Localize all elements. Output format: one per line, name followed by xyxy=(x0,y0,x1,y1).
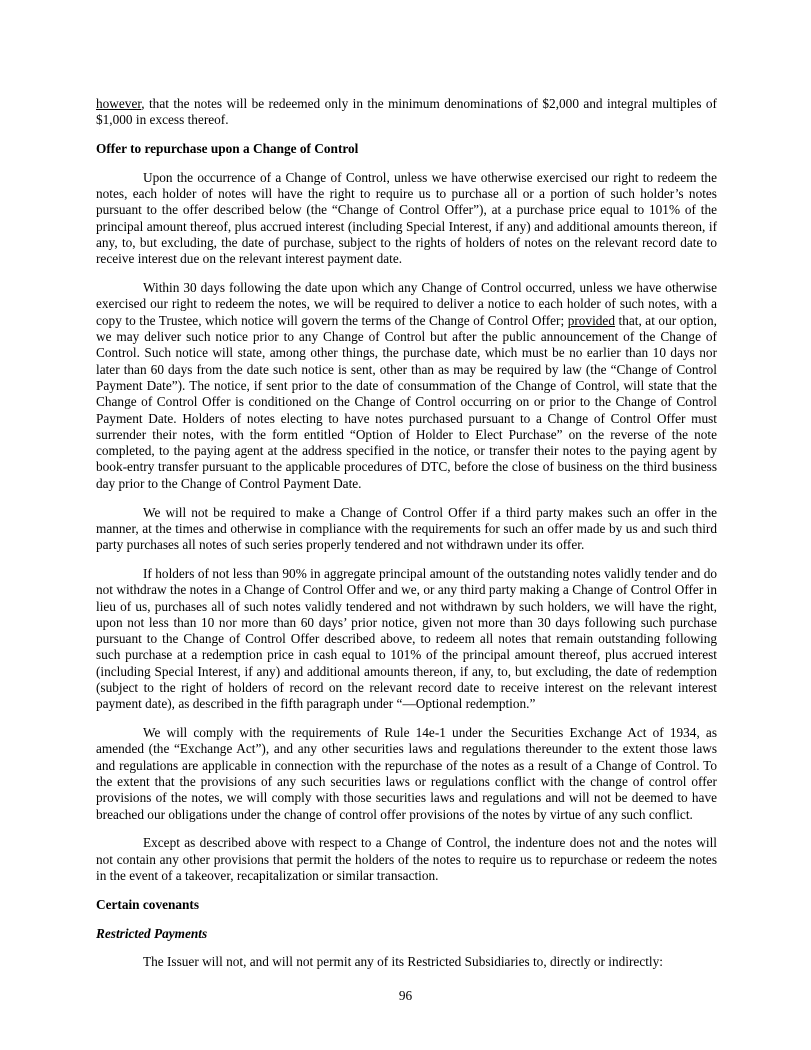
paragraph-except-as-described: Except as described above with respect to a Change of Control, the indenture does not and the notes will not contain any other provisions that permit the holders of the notes to require us to repurchase or redeem the notes in the event of a takeover, recapitalization or similar transaction. xyxy=(96,835,717,883)
paragraph-not-required: We will not be required to make a Change of Control Offer if a third party makes such an offer in the manner, at the times and otherwise in compliance with the requirements for such an offer made by us and such third party purchases all notes of such series properly tendered and not withdrawn under its offer. xyxy=(96,504,717,553)
paragraph-upon-occurrence: Upon the occurrence of a Change of Control, unless we have otherwise exercised our right to redeem the notes, each holder of notes will have the right to require us to purchase all or a portion of such holder’s notes pursuant to the offer described below (the “Change of Control Offer”), at a purchase price equal to 101% of the principal amount thereof, plus accrued interest (including Special Interest, if any) and additional amounts thereon, if any, to, but excluding, the date of purchase, subject to the rights of holders of notes on the relevant record date to receive interest due on the relevant interest payment date. xyxy=(96,169,717,267)
page-number: 96 xyxy=(398,987,413,1003)
paragraph-denominations-text: , that the notes will be redeemed only in the minimum denominations of $2,000 and integral multiples of $1,000 in excess thereof. xyxy=(96,96,717,128)
underlined-term-provided: provided xyxy=(567,312,615,328)
paragraph-within-after: that, at our option, we may deliver such notice prior to any Change of Control but after the public announcement of the Change of Control. Such notice will state, among other things, the purchase date, which must be no earlier than 10 days nor later than 60 days from the date such notice is sent, other than as may be required by law (the “Change of Control Payment Date”). The notice, if sent prior to the date of consummation of the Change of Control, will state that the Change of Control Offer is conditioned on the Change of Control occurring on or prior to the Change of Control Payment Date. Holders of notes electing to have notes purchased pursuant to a Change of Control Offer must surrender their notes, with the form entitled “Option of Holder to Elect Purchase” on the reverse of the note completed, to the paying agent at the address specified in the notice, or transfer their notes to the paying agent by book-entry transfer pursuant to the applicable procedures of DTC, before the close of business on the third business day prior to the Change of Control Payment Date. xyxy=(96,312,717,491)
underlined-term-however: however xyxy=(96,96,142,111)
heading-offer-to-repurchase: Offer to repurchase upon a Change of Control xyxy=(96,141,359,157)
paragraph-denominations xyxy=(96,96,717,129)
paragraph-if-holders-90-percent: If holders of not less than 90% in aggregate principal amount of the outstanding notes validly tender and do not withdraw the notes in a Change of Control Offer and we, or any third party making a Change of Control Offer in lieu of us, purchases all of such notes validly tendered and not withdrawn by such holders, we will have the right, upon not less than 10 nor more than 60 days’ prior notice, given not more than 30 days following such purchase pursuant to the Change of Control Offer described above, to redeem all notes that remain outstanding following such purchase at a redemption price in cash equal to 101% of the principal amount thereof, plus accrued interest (including Special Interest, if any) and additional amounts thereon, if any, to, but excluding, the date of redemption (subject to the right of holders of record on the relevant record date to receive interest on the relevant interest payment date), as described in the fifth paragraph under “—Optional redemption.” xyxy=(96,565,717,712)
paragraph-within-30-days xyxy=(96,280,717,492)
paragraph-within-before: Within 30 days following the date upon which any Change of Control occurred, unless we have otherwise exercised our right to redeem the notes, we will be required to deliver a notice to each holder of such notes, with a copy to the Trustee, which notice will govern the terms of the Change of Control Offer; xyxy=(96,280,717,328)
heading-certain-covenants: Certain covenants xyxy=(96,896,200,912)
paragraph-issuer-will-not: The Issuer will not, and will not permit any of its Restricted Subsidiaries to, directly or indirectly: xyxy=(143,954,663,970)
paragraph-comply-rule-14e-1: We will comply with the requirements of Rule 14e-1 under the Securities Exchange Act of 1934, as amended (the “Exchange Act”), and any other securities laws and regulations thereunder to the extent those laws and regulations are applicable in connection with the repurchase of the notes as a result of a Change of Control. To the extent that the provisions of any such securities laws or regulations conflict with the change of control offer provisions of the notes, we will comply with those securities laws and regulations and will not be deemed to have breached our obligations under the change of control offer provisions of the notes by virtue of any such conflict. xyxy=(96,725,717,822)
heading-restricted-payments: Restricted Payments xyxy=(96,925,208,941)
